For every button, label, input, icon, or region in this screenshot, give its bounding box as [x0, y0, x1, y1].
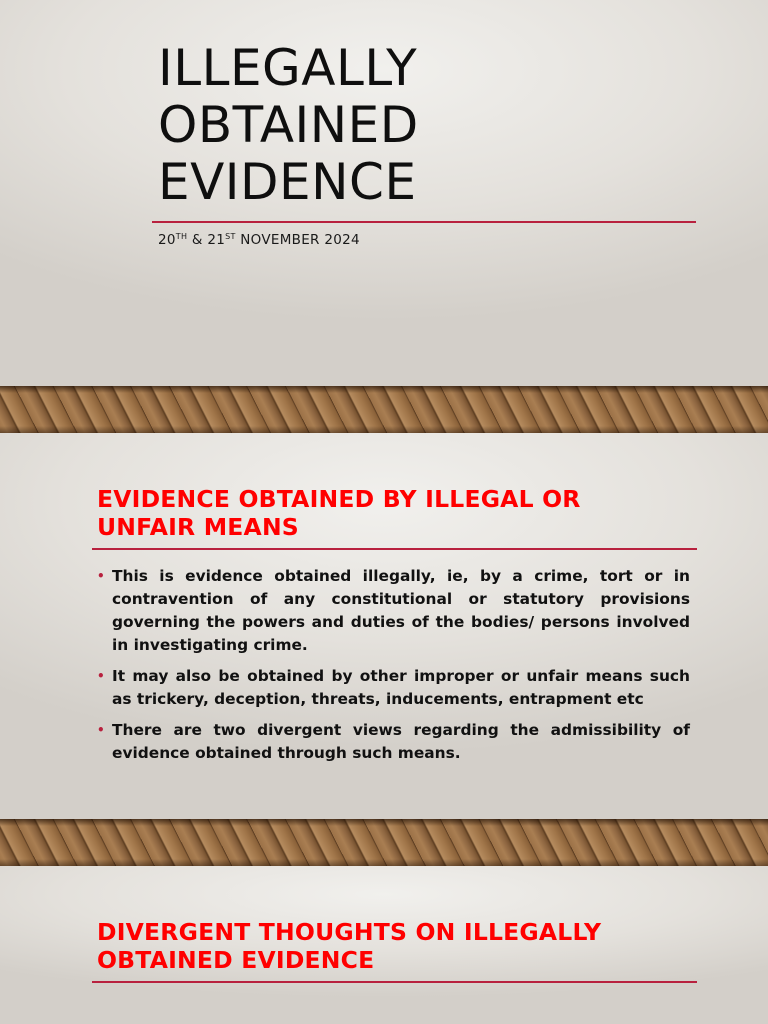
title-divider — [152, 221, 696, 223]
list-item — [97, 719, 690, 765]
bullet-text: It may also be obtained by other improper or unfair means such as trickery, deception, threats, inducements, entrapment etc — [112, 667, 690, 708]
ordinal-suffix-2: ST — [225, 232, 236, 241]
bullet-icon: • — [97, 669, 105, 683]
date-joiner: & — [187, 232, 208, 248]
heading-line: OBTAINED EVIDENCE — [97, 946, 375, 974]
date-day-1: 20 — [158, 232, 176, 248]
heading-divider — [92, 981, 697, 983]
bullet-list — [97, 565, 690, 773]
slide-title — [158, 40, 419, 211]
heading-line: DIVERGENT THOUGHTS ON ILLEGALLY — [97, 918, 602, 946]
bullet-text: There are two divergent views regarding the admissibility of evidence obtained through such means. — [112, 721, 690, 762]
content-slide — [0, 866, 768, 1024]
list-item — [97, 665, 690, 711]
date-month-year: NOVEMBER 2024 — [235, 232, 360, 248]
ordinal-suffix-1: TH — [175, 232, 188, 241]
slide-heading — [97, 485, 581, 541]
bullet-icon: • — [97, 723, 105, 737]
title-line: EVIDENCE — [158, 153, 417, 211]
title-line: ILLEGALLY — [158, 39, 418, 97]
slide-heading — [97, 918, 601, 974]
wood-floor-divider — [0, 386, 768, 433]
bullet-icon: • — [97, 569, 105, 583]
date-day-2: 21 — [207, 232, 226, 248]
heading-line: EVIDENCE OBTAINED BY ILLEGAL OR — [97, 485, 581, 513]
bullet-text: This is evidence obtained illegally, ie, by a crime, tort or in contravention of any constitutional or statutory provisions governing the powers and duties of the bodies/ persons involved in investigating crime. — [112, 567, 690, 654]
wood-floor-divider — [0, 819, 768, 866]
heading-divider — [92, 548, 697, 550]
title-slide — [0, 0, 768, 386]
content-slide — [0, 433, 768, 819]
list-item — [97, 565, 690, 657]
title-line: OBTAINED — [158, 96, 419, 154]
date-subtitle — [158, 232, 360, 248]
heading-line: UNFAIR MEANS — [97, 513, 299, 541]
